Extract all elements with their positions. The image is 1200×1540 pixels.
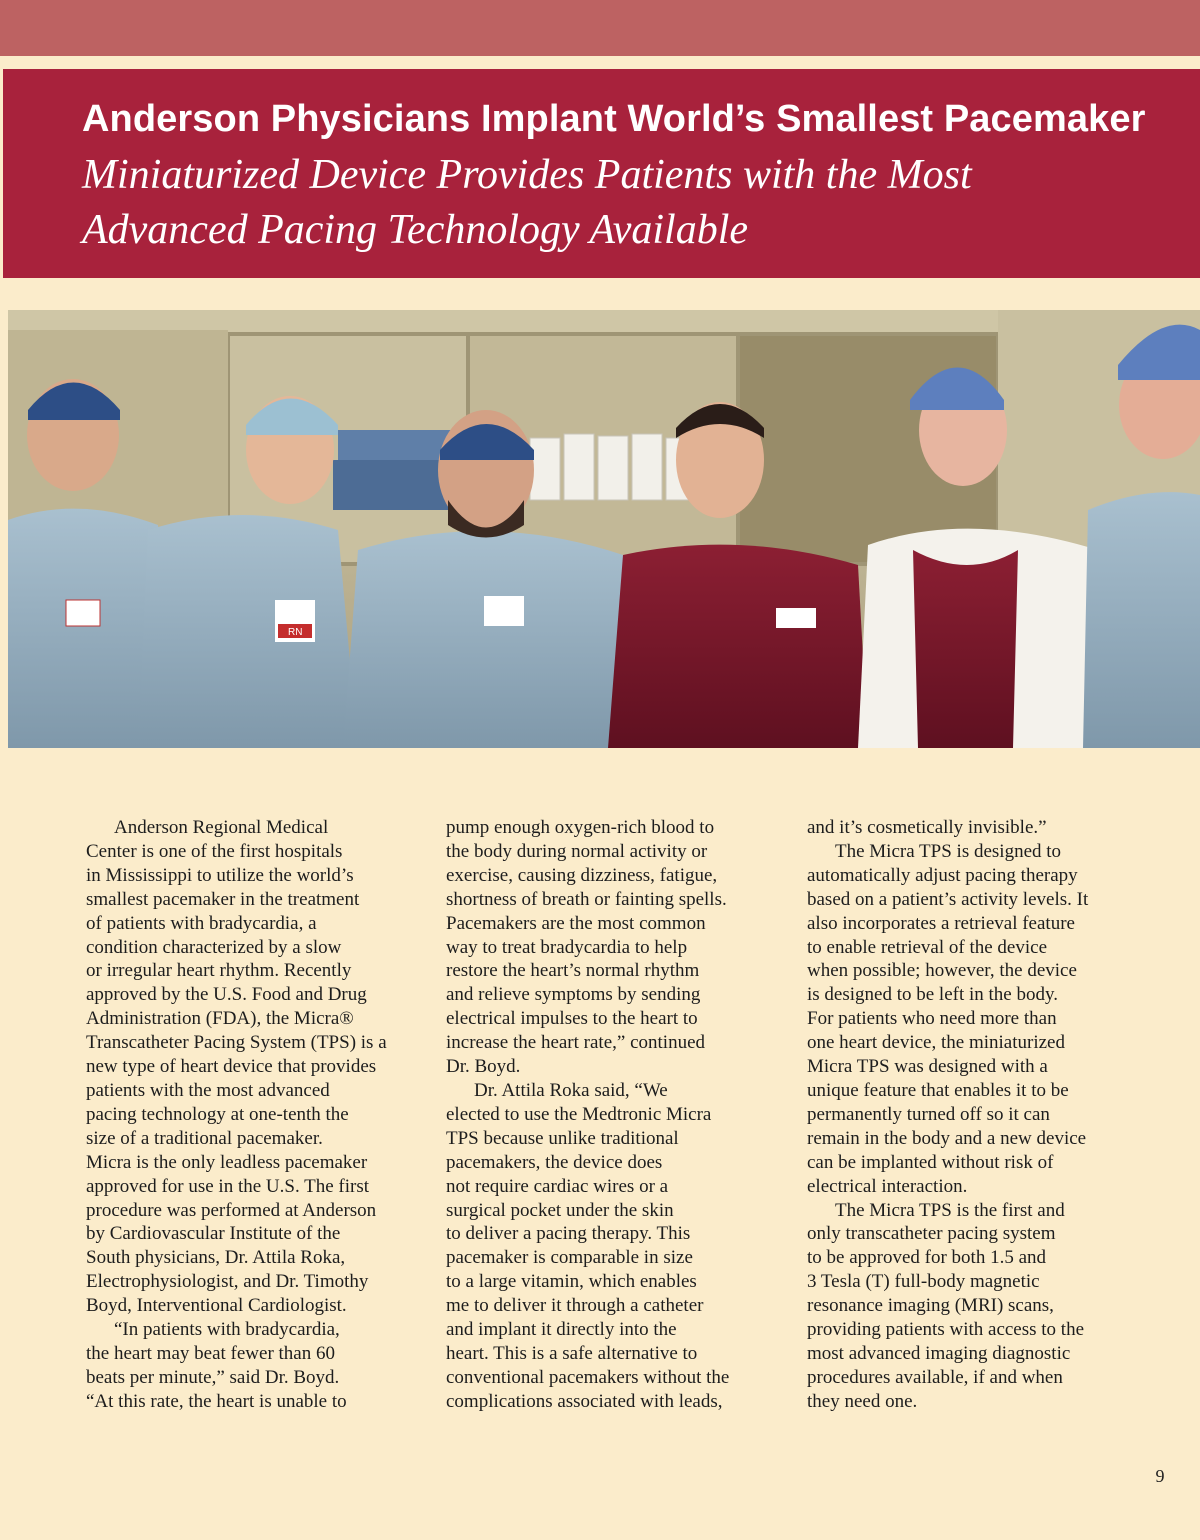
article-text-line: and it’s cosmetically invisible.” bbox=[807, 817, 1047, 838]
article-text-line: Micra is the only leadless pacemaker bbox=[86, 1151, 368, 1173]
article-headline: Anderson Physicians Implant World’s Smallest Pacemaker bbox=[82, 98, 1146, 140]
article-text-line: to a large vitamin, which enables bbox=[446, 1271, 697, 1293]
article-text-line: and implant it directly into the bbox=[446, 1319, 677, 1341]
article-text-line: to deliver a pacing therapy. This bbox=[446, 1223, 691, 1245]
article-text-line: Anderson Regional Medical bbox=[114, 817, 329, 838]
article-text-line: by Cardiovascular Institute of the bbox=[86, 1223, 341, 1245]
article-text-line: also incorporates a retrieval feature bbox=[807, 912, 1075, 934]
article-text-line: only transcatheter pacing system bbox=[807, 1223, 1056, 1245]
article-text-line: based on a patient’s activity levels. It bbox=[807, 888, 1089, 910]
article-text-line: increase the heart rate,” continued bbox=[446, 1032, 705, 1054]
article-column-3 bbox=[807, 816, 1152, 1414]
article-text-line: remain in the body and a new device bbox=[807, 1127, 1087, 1149]
article-text-line: procedure was performed at Anderson bbox=[86, 1199, 377, 1221]
article-text-line: pacemakers, the device does bbox=[446, 1151, 663, 1173]
article-text-line: surgical pocket under the skin bbox=[446, 1199, 674, 1221]
article-text-line: they need one. bbox=[807, 1390, 918, 1412]
article-text-line: and relieve symptoms by sending bbox=[446, 984, 701, 1006]
article-text-line: elected to use the Medtronic Micra bbox=[446, 1103, 712, 1125]
article-text-line: to be approved for both 1.5 and bbox=[807, 1247, 1047, 1269]
article-text-line: most advanced imaging diagnostic bbox=[807, 1342, 1071, 1364]
staff-group-photo bbox=[8, 310, 1200, 748]
article-text-line: automatically adjust pacing therapy bbox=[807, 864, 1078, 886]
article-text-line: electrical interaction. bbox=[807, 1175, 968, 1197]
article-text-line: procedures available, if and when bbox=[807, 1366, 1063, 1388]
top-color-stripe bbox=[0, 0, 1200, 56]
article-text-line: new type of heart device that provides bbox=[86, 1056, 377, 1078]
article-subheadline bbox=[82, 148, 1132, 258]
article-text-line: one heart device, the miniaturized bbox=[807, 1032, 1065, 1054]
article-text-line: smallest pacemaker in the treatment bbox=[86, 888, 360, 910]
article-text-line: resonance imaging (MRI) scans, bbox=[807, 1295, 1054, 1317]
subheadline-line-1: Miniaturized Device Provides Patients with the Most bbox=[82, 152, 972, 198]
article-text-line: shortness of breath or fainting spells. bbox=[446, 888, 727, 910]
article-text-line: not require cardiac wires or a bbox=[446, 1175, 669, 1197]
article-text-line: patients with the most advanced bbox=[86, 1079, 330, 1101]
article-text-line: when possible; however, the device bbox=[807, 960, 1077, 982]
article-text-line: For patients who need more than bbox=[807, 1008, 1057, 1030]
article-text-line: approved for use in the U.S. The first bbox=[86, 1175, 370, 1197]
article-text-line: permanently turned off so it can bbox=[807, 1103, 1050, 1125]
article-text-line: providing patients with access to the bbox=[807, 1319, 1085, 1341]
page-number: 9 bbox=[1155, 1466, 1165, 1486]
article-text-line: Transcatheter Pacing System (TPS) is a bbox=[86, 1032, 387, 1054]
article-column-2 bbox=[446, 816, 791, 1414]
article-text-line: unique feature that enables it to be bbox=[807, 1079, 1069, 1101]
article-text-line: Dr. Boyd. bbox=[446, 1056, 521, 1078]
article-text-line: way to treat bradycardia to help bbox=[446, 936, 688, 958]
article-text-line: The Micra TPS is designed to bbox=[835, 840, 1062, 862]
article-text-line: of patients with bradycardia, a bbox=[86, 912, 317, 934]
article-text-line: TPS because unlike traditional bbox=[446, 1127, 679, 1149]
article-text-line: South physicians, Dr. Attila Roka, bbox=[86, 1247, 346, 1269]
article-text-line: Boyd, Interventional Cardiologist. bbox=[86, 1295, 347, 1317]
article-text-line: beats per minute,” said Dr. Boyd. bbox=[86, 1366, 340, 1388]
article-text-line: can be implanted without risk of bbox=[807, 1151, 1054, 1173]
article-text-line: pump enough oxygen-rich blood to bbox=[446, 817, 715, 838]
article-text-line: the body during normal activity or bbox=[446, 840, 708, 862]
article-text-line: Electrophysiologist, and Dr. Timothy bbox=[86, 1271, 369, 1293]
article-text-line: or irregular heart rhythm. Recently bbox=[86, 960, 352, 982]
article-text-line: complications associated with leads, bbox=[446, 1390, 723, 1412]
subheadline-line-2: Advanced Pacing Technology Available bbox=[82, 207, 749, 253]
article-text-line: to enable retrieval of the device bbox=[807, 936, 1048, 958]
article-text-line: Administration (FDA), the Micra® bbox=[86, 1008, 354, 1030]
article-column-1 bbox=[86, 816, 431, 1414]
article-text-line: heart. This is a safe alternative to bbox=[446, 1342, 698, 1364]
article-text-line: approved by the U.S. Food and Drug bbox=[86, 984, 367, 1006]
article-text-line: “In patients with bradycardia, bbox=[114, 1319, 340, 1341]
article-text-line: Dr. Attila Roka said, “We bbox=[474, 1079, 668, 1101]
article-text-line: conventional pacemakers without the bbox=[446, 1366, 730, 1388]
article-text-line: the heart may beat fewer than 60 bbox=[86, 1342, 335, 1364]
article-text-line: pacing technology at one-tenth the bbox=[86, 1103, 349, 1125]
article-text-line: size of a traditional pacemaker. bbox=[86, 1127, 323, 1149]
article-text-line: exercise, causing dizziness, fatigue, bbox=[446, 864, 718, 886]
article-text-line: 3 Tesla (T) full-body magnetic bbox=[807, 1271, 1040, 1293]
article-text-line: “At this rate, the heart is unable to bbox=[86, 1390, 347, 1412]
article-text-line: Center is one of the first hospitals bbox=[86, 840, 343, 862]
article-text-line: in Mississippi to utilize the world’s bbox=[86, 864, 354, 886]
article-text-line: Pacemakers are the most common bbox=[446, 912, 706, 934]
article-text-line: Micra TPS was designed with a bbox=[807, 1056, 1048, 1078]
article-text-line: me to deliver it through a catheter bbox=[446, 1295, 704, 1317]
article-text-line: restore the heart’s normal rhythm bbox=[446, 960, 700, 982]
article-text-line: pacemaker is comparable in size bbox=[446, 1247, 693, 1269]
article-text-line: is designed to be left in the body. bbox=[807, 984, 1058, 1006]
article-text-line: electrical impulses to the heart to bbox=[446, 1008, 698, 1030]
rn-badge-text: RN bbox=[288, 627, 303, 638]
article-text-line: condition characterized by a slow bbox=[86, 936, 342, 958]
article-text-line: The Micra TPS is the first and bbox=[835, 1199, 1065, 1221]
